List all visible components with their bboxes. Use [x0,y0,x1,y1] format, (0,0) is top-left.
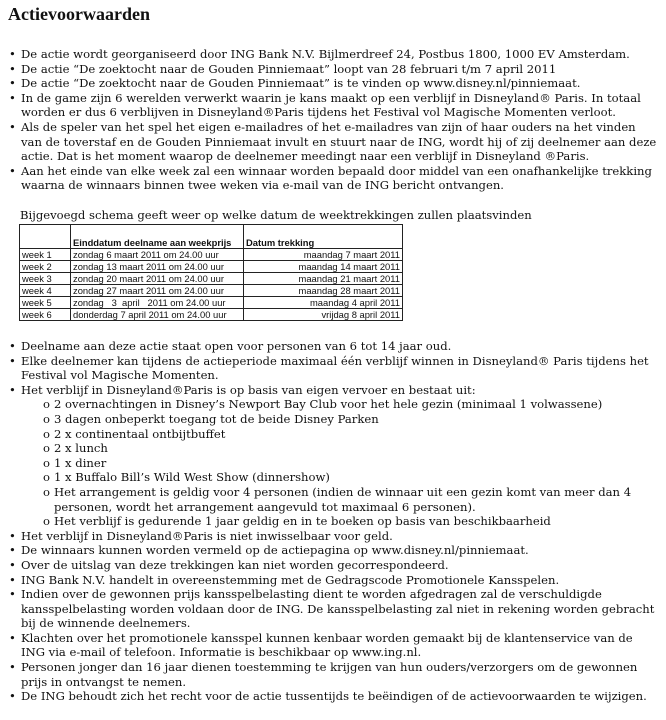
draw-date-cell: maandag 21 maart 2011 [244,273,403,285]
draw-schedule-table [19,224,403,321]
draw-date-cell: maandag 28 maart 2011 [244,285,403,297]
stay-item: o 1 x Buffalo Bill’s Wild West Show (dinnershow) [21,470,659,485]
bullet-age: • Deelname aan deze actie staat open voor personen van 6 tot 14 jaar oud. [7,339,659,354]
bullet-winners-listed: • De winnaars kunnen worden vermeld op de actiepagina op www.disney.nl/pinniemaat. [7,543,659,558]
draw-date-cell: maandag 7 maart 2011 [244,249,403,261]
bullet-code-of-conduct: • ING Bank N.V. handelt in overeenstemming met de Gedragscode Promotionele Kansspelen. [7,573,659,588]
table-row [20,309,403,321]
week-cell: week 4 [20,285,71,297]
end-date-cell: zondag 20 maart 2011 om 24.00 uur [71,273,244,285]
end-date-cell: zondag 27 maart 2011 om 24.00 uur [71,285,244,297]
bullet-gaming-tax: • Indien over de gewonnen prijs kansspelbelasting dient te worden afgedragen zal de verschuldigde kansspelbelasting worden voldaan door de ING. De kansspelbelasting zal niet in rekening worden gebracht bij de winnende deelnemers. [7,587,659,631]
end-date-cell: zondag 13 maart 2011 om 24.00 uur [71,261,244,273]
end-date-cell: donderdag 7 april 2011 om 24.00 uur [71,309,244,321]
bullet-participation: • Als de speler van het spel het eigen e-mailadres of het e-mailadres van zijn of haar ouders na het vinden van de toverstaf en de Gouden Pinniemaat invult en stuurt naar de ING, wordt hij of zij deelnemer aan deze actie. Dat is het moment waarop de deelnemer meedingt naar een verblijf in Disneyland ®Paris. [7,120,659,164]
table-row [20,249,403,261]
header-draw-date: Datum trekking [244,225,403,249]
bullet-complaints: • Klachten over het promotionele kansspel kunnen kenbaar worden gemaakt bij de klantenservice van de ING via e-mail of telefoon. Informatie is beschikbaar op www.ing.nl. [7,631,659,660]
table-row [20,297,403,309]
bullet-organizer: • De actie wordt georganiseerd door ING Bank N.V. Bijlmerdreef 24, Postbus 1800, 1000 EV Amsterdam. [7,47,659,62]
bullet-period: • De actie “De zoektocht naar de Gouden Pinniemaat” loopt van 28 februari t/m 7 april 2011 [7,62,659,77]
end-date-cell: zondag 6 maart 2011 om 24.00 uur [71,249,244,261]
draw-date-cell: maandag 14 maart 2011 [244,261,403,273]
stay-item: o 1 x diner [21,456,659,471]
intro-bullet-list [7,47,659,193]
stay-intro-text: Het verblijf in Disneyland®Paris is op basis van eigen vervoer en bestaat uit: [21,382,476,397]
rules-bullet-list [7,339,659,704]
draw-date-cell: vrijdag 8 april 2011 [244,309,403,321]
week-cell: week 2 [20,261,71,273]
stay-items-list [21,397,659,528]
bullet-weekly-draw: • Aan het einde van elke week zal een winnaar worden bepaald door middel van een onafhankelijke trekking waarna de winnaars binnen twee weken via e-mail van de ING bericht ontvangen. [7,164,659,193]
table-row [20,273,403,285]
bullet-stay-contents [7,383,659,529]
header-end-date: Einddatum deelname aan weekprijs [71,225,244,249]
week-cell: week 5 [20,297,71,309]
bullet-max-win: • Elke deelnemer kan tijdens de actieperiode maximaal één verblijf winnen in Disneyland® Paris tijdens het Festival vol Magische Momenten. [7,354,659,383]
stay-item: o 2 x continentaal ontbijtbuffet [21,427,659,442]
bullet-location: • De actie “De zoektocht naar de Gouden Pinniemaat” is te vinden op www.disney.nl/pinniemaat. [7,76,659,91]
header-week [20,225,71,249]
stay-item: o Het arrangement is geldig voor 4 personen (indien de winnaar uit een gezin komt van meer dan 4 personen, wordt het arrangement aangevuld tot maximaal 6 personen). [21,485,659,514]
bullet-right-to-change: • De ING behoudt zich het recht voor de actie tussentijds te beëindigen of de actievoorwaarden te wijzigen. [7,689,659,704]
week-cell: week 1 [20,249,71,261]
table-row [20,261,403,273]
draw-date-cell: maandag 4 april 2011 [244,297,403,309]
stay-item: o 2 x lunch [21,441,659,456]
end-date-cell: zondag 3 april 2011 om 24.00 uur [71,297,244,309]
bullet-no-correspondence: • Over de uitslag van deze trekkingen kan niet worden gecorrespondeerd. [7,558,659,573]
table-row [20,285,403,297]
bullet-minors-consent: • Personen jonger dan 16 jaar dienen toestemming te krijgen van hun ouders/verzorgers om de gewonnen prijs in ontvangst te nemen. [7,660,659,689]
week-cell: week 6 [20,309,71,321]
bullet-not-exchangeable: • Het verblijf in Disneyland®Paris is niet inwisselbaar voor geld. [7,529,659,544]
stay-item: o Het verblijf is gedurende 1 jaar geldig en in te boeken op basis van beschikbaarheid [21,514,659,529]
table-header-row [20,225,403,249]
schedule-intro: Bijgevoegd schema geeft weer op welke datum de weektrekkingen zullen plaatsvinden [20,208,532,222]
stay-item: o 3 dagen onbeperkt toegang tot de beide Disney Parken [21,412,659,427]
page-title: Actievoorwaarden [8,4,150,24]
stay-item: o 2 overnachtingen in Disney’s Newport Bay Club voor het hele gezin (minimaal 1 volwassene) [21,397,659,412]
bullet-worlds: • In de game zijn 6 werelden verwerkt waarin je kans maakt op een verblijf in Disneyland® Paris. In totaal worden er dus 6 verblijven in Disneyland®Paris tijdens het Festival vol Magische Momenten verloot. [7,91,659,120]
week-cell: week 3 [20,273,71,285]
